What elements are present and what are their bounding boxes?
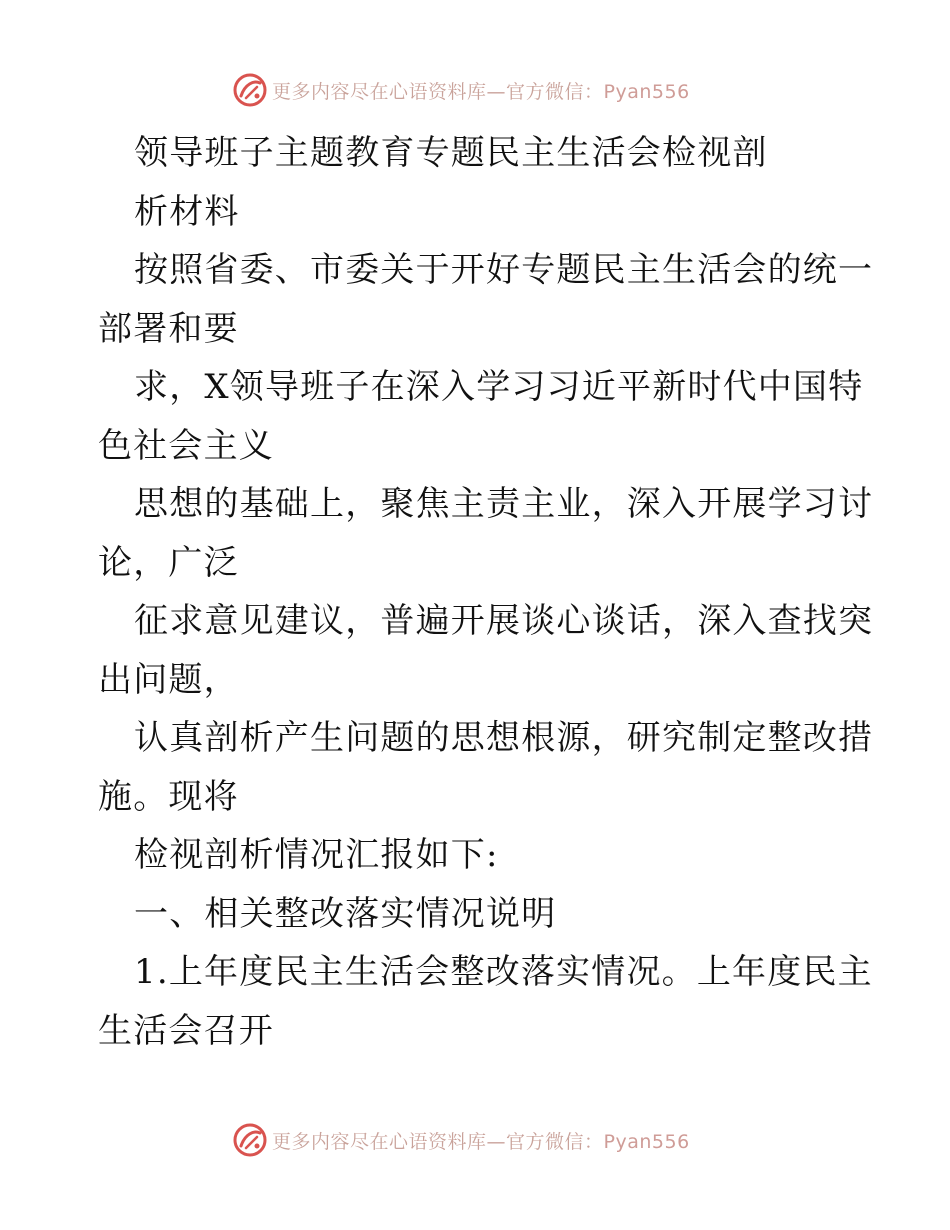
paragraph-line: 生活会召开 [98, 1010, 274, 1051]
paragraph-line: 征求意见建议，普遍开展谈心谈话，深入查找突 [134, 601, 874, 641]
header-watermark [232, 70, 752, 110]
paragraph-line: 一、相关整改落实情况说明 [134, 893, 557, 934]
paragraph-line: 论，广泛 [98, 542, 239, 583]
paragraph-line: 领导班子主题教育专题民主生活会检视剖 [134, 133, 768, 173]
red-seal-logo-icon [232, 1122, 268, 1158]
watermark-text: 更多内容尽在心语资料库—官方微信：Pyan556 [272, 80, 690, 103]
paragraph-line: 施。现将 [98, 776, 239, 817]
paragraph-line: 色社会主义 [98, 425, 274, 466]
paragraph-line: 析材料 [134, 191, 240, 232]
red-seal-logo-icon [232, 72, 268, 108]
footer-watermark [232, 1120, 752, 1160]
paragraph-line: 1.上年度民主生活会整改落实情况。上年度民主 [134, 952, 873, 992]
paragraph-line: 出问题， [98, 659, 239, 700]
paragraph-line: 思想的基础上，聚焦主责主业，深入开展学习讨 [134, 484, 874, 524]
paragraph-line: 求，X领导班子在深入学习习近平新时代中国特 [134, 367, 864, 407]
paragraph-line: 按照省委、市委关于开好专题民主生活会的统一 [134, 250, 874, 290]
watermark-text: 更多内容尽在心语资料库—官方微信：Pyan556 [272, 1130, 690, 1153]
paragraph-line: 检视剖析情况汇报如下: [134, 835, 499, 875]
paragraph-line: 部署和要 [98, 308, 239, 349]
document-body [98, 124, 874, 1060]
paragraph-line: 认真剖析产生问题的思想根源，研究制定整改措 [134, 718, 874, 758]
